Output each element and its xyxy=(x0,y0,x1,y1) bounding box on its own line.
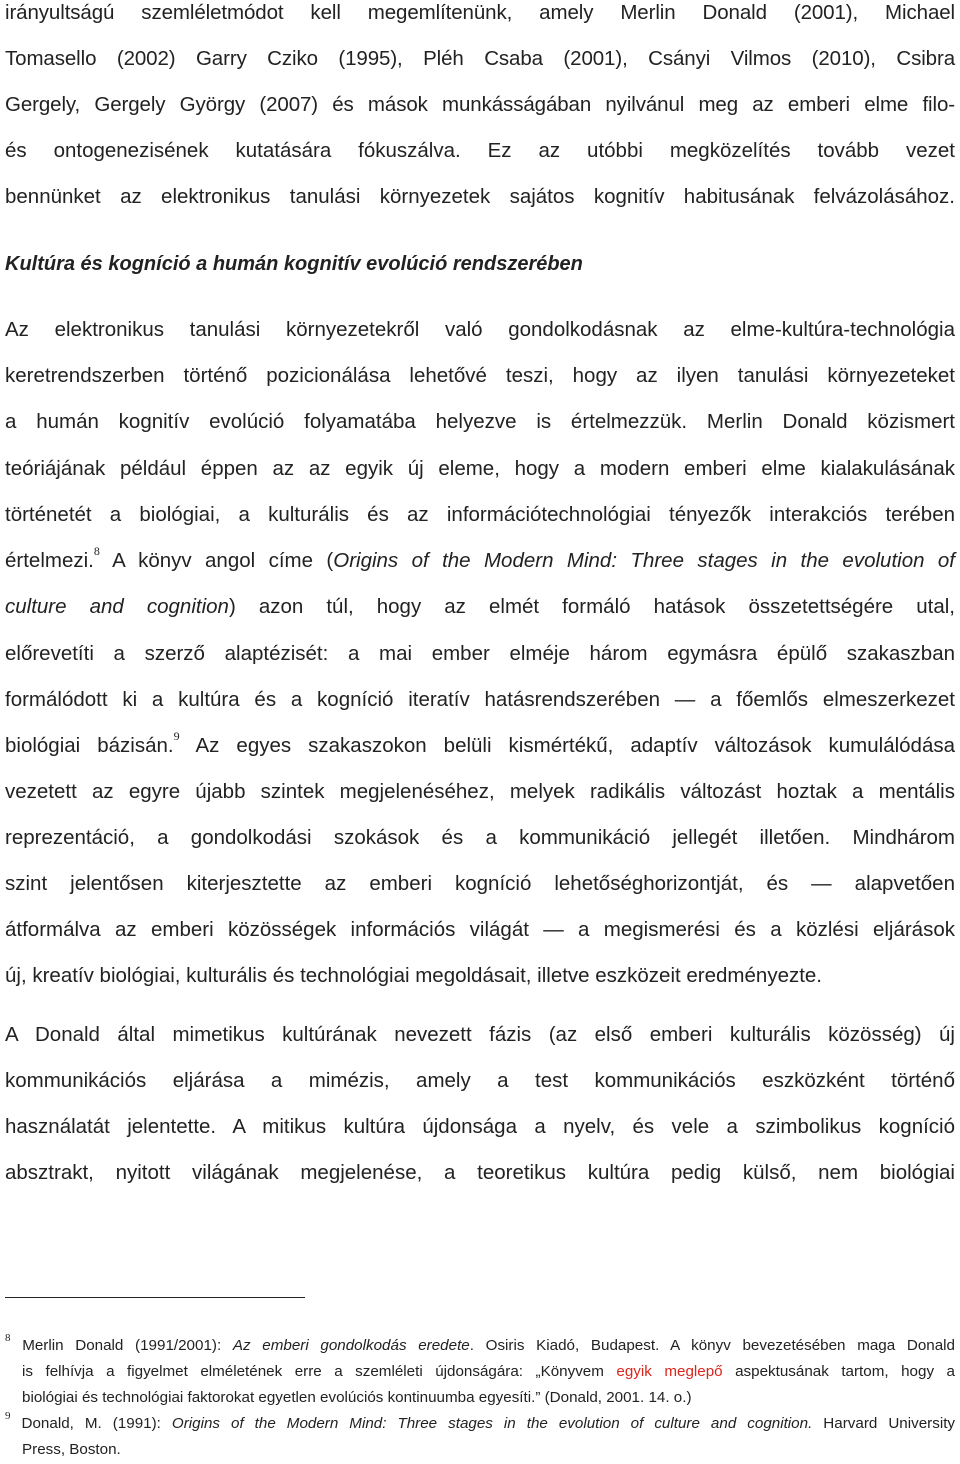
text-span: értelmezi. xyxy=(5,549,94,572)
text-line: átformálva az emberi közösségek információs világát — a megismerési és a közlési eljárások xyxy=(5,918,955,941)
book-title: culture and cognition xyxy=(5,595,229,618)
text-line xyxy=(5,594,955,620)
text-line xyxy=(5,544,955,574)
text-line: Tomasello (2002) Garry Cziko (1995), Pléh Csaba (2001), Csányi Vilmos (2010), Csibra xyxy=(5,47,955,70)
text-line: szint jelentősen kiterjesztette az emberi kogníció lehetőséghorizontját, és — alapvetően xyxy=(5,872,955,895)
text-span: aspektusának tartom, hogy a xyxy=(722,1363,955,1380)
text-line: történetét a biológiai, a kulturális és az információtechnológiai tényezők interakciós terében xyxy=(5,503,955,526)
text-line: teóriájának például éppen az az egyik új eleme, hogy a modern emberi elme kialakulásának xyxy=(5,457,955,480)
footnote-ref-8[interactable]: 8 xyxy=(93,544,100,558)
text-line: előrevetíti a szerző alaptézisét: a mai ember elméje három egymásra épülő szakaszban xyxy=(5,642,955,665)
text-line: és ontogenezisének kutatására fókuszálva. Ez az utóbbi megközelítés tovább vezet xyxy=(5,139,955,162)
text-span: Donald, M. (1991): xyxy=(10,1415,172,1432)
text-span: Harvard University xyxy=(812,1415,956,1432)
text-line: A Donald által mimetikus kultúrának nevezett fázis (az első emberi kulturális közösség) új xyxy=(5,1023,955,1046)
text-line: keretrendszerben történő pozicionálása lehetővé teszi, hogy az ilyen tanulási környezeteket xyxy=(5,364,955,387)
highlighted-text: egyik meglepő xyxy=(616,1363,723,1380)
footnote-9-line: Press, Boston. xyxy=(22,1441,121,1458)
text-line: kommunikációs eljárása a mimézis, amely a test kommunikációs eszközként történő xyxy=(5,1069,955,1092)
text-line: használatát jelentette. A mitikus kultúra újdonsága a nyelv, és vele a szimbolikus kogníció xyxy=(5,1115,955,1138)
footnote-8 xyxy=(5,1332,956,1356)
text-span: A könyv angol címe ( xyxy=(99,549,334,572)
text-span: is felhívja a figyelmet elméletének erre a szemléleti újdonságára: „Könyvem xyxy=(22,1363,617,1380)
footnote-number: 9 xyxy=(5,1410,11,1422)
footnote-separator xyxy=(5,1297,305,1298)
footnote-8-line: biológiai és technológiai faktorokat egyetlen evolúciós kontinuumba egyesíti.” (Donald, 2001. 14. o.) xyxy=(22,1389,692,1406)
text-span: ) azon túl, hogy az elmét formáló hatások összetettségére utal, xyxy=(228,595,956,618)
text-line: irányultságú szemléletmódot kell megemlítenünk, amely Merlin Donald (2001), Michael xyxy=(5,1,955,24)
text-line: vezetett az egyre újabb szintek megjelenéséhez, melyek radikális változást hoztak a mentális xyxy=(5,780,955,803)
footnote-number: 8 xyxy=(5,1332,11,1344)
footnote-ref-9[interactable]: 9 xyxy=(173,729,180,743)
text-line: a humán kognitív evolúció folyamatába helyezve is értelmezzük. Merlin Donald közismert xyxy=(5,410,955,433)
text-span: . Osiris Kiadó, Budapest. A könyv bevezetésében maga Donald xyxy=(469,1337,956,1354)
text-line xyxy=(5,729,956,759)
footnote-8-line xyxy=(22,1362,955,1382)
text-line: reprezentáció, a gondolkodási szokások és a kommunikáció jellegét illetően. Mindhárom xyxy=(5,826,955,849)
book-title: Az emberi gondolkodás eredete xyxy=(232,1337,470,1354)
book-title: Origins of the Modern Mind: Three stages in the evolution of xyxy=(333,549,955,572)
book-title: Origins of the Modern Mind: Three stages in the evolution of culture and cognition. xyxy=(171,1415,813,1432)
text-line: új, kreatív biológiai, kulturális és technológiai megoldásait, illetve eszközeit eredményezte. xyxy=(5,964,823,987)
text-span: Merlin Donald (1991/2001): xyxy=(10,1337,233,1354)
text-line: bennünket az elektronikus tanulási környezetek sajátos kognitív habitusának felvázolásához. xyxy=(5,185,955,208)
text-line: Gergely, Gergely György (2007) és mások munkásságában nyilvánul meg az emberi elme filo- xyxy=(5,93,955,116)
text-line: absztrakt, nyitott világának megjelenése, a teoretikus kultúra pedig külső, nem biológiai xyxy=(5,1161,955,1184)
section-heading: Kultúra és kogníció a humán kognitív evolúció rendszerében xyxy=(5,253,583,275)
text-line: Az elektronikus tanulási környezetekről való gondolkodásnak az elme-kultúra-technológia xyxy=(5,318,955,341)
text-span: biológiai bázisán. xyxy=(5,734,174,757)
text-span: Az egyes szakaszokon belüli kismértékű, adaptív változások kumulálódása xyxy=(179,734,956,757)
footnote-9 xyxy=(5,1410,956,1434)
text-line: formálódott ki a kultúra és a kogníció iteratív hatásrendszerében — a főemlős elmeszerkezet xyxy=(5,688,955,711)
